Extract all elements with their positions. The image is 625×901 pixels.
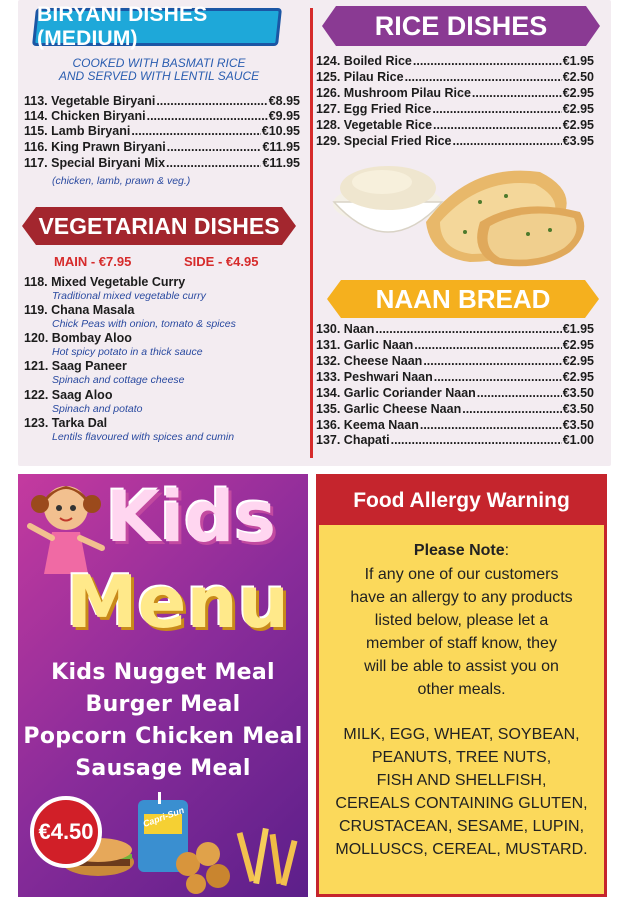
- veg-main-price: MAIN - €7.95: [54, 254, 132, 269]
- drink-brand-label: Capri-Sun: [141, 804, 186, 830]
- naan-title: NAAN BREAD: [375, 283, 551, 314]
- menu-item-132: 132. Cheese Naan ..... €2.95: [316, 354, 594, 368]
- allergy-title: Food Allergy Warning: [319, 477, 604, 525]
- allergy-message-line6: other meals.: [417, 681, 506, 698]
- allergen-line2: PEANUTS, TREE NUTS,: [371, 749, 552, 766]
- menu-item-131: 131. Garlic Naan ..... €2.95: [316, 338, 594, 352]
- kids-item-nugget: Kids Nugget Meal: [51, 660, 275, 685]
- please-note-line: Please Note:: [413, 542, 510, 559]
- kids-price-badge: €4.50: [30, 796, 102, 868]
- menu-item-122-desc: Spinach and potato: [52, 403, 143, 415]
- kids-title-word2: Menu: [66, 560, 289, 644]
- biryani-note-line1: COOKED WITH BASMATI RICE: [72, 56, 246, 70]
- menu-item-125: 125. Pilau Rice ..... €2.50: [316, 70, 594, 84]
- allergy-message-line3: listed below, please let a: [374, 612, 549, 629]
- naan-banner: [341, 280, 585, 318]
- menu-item-120-desc: Hot spicy potato in a thick sauce: [52, 346, 203, 358]
- biryani-note-line2: AND SERVED WITH LENTIL SAUCE: [58, 69, 260, 83]
- allergy-message-line4: member of staff know, they: [366, 635, 557, 652]
- menu-item-128: 128. Vegetable Rice ..... €2.95: [316, 118, 594, 132]
- vegetarian-banner: [36, 207, 282, 245]
- rice-and-naan-image: [330, 152, 592, 272]
- menu-item-130: 130. Naan ..... €1.95: [316, 322, 594, 336]
- menu-item-124: 124. Boiled Rice ..... €1.95: [316, 54, 594, 68]
- allergy-warning-panel: [316, 474, 607, 897]
- biryani-mix-note: (chicken, lamb, prawn & veg.): [52, 175, 191, 187]
- allergen-line1: MILK, EGG, WHEAT, SOYBEAN,: [343, 726, 580, 743]
- allergy-message-line5: will be able to assist you on: [364, 658, 559, 675]
- rice-title: RICE DISHES: [374, 10, 548, 41]
- menu-item-113: 113. Vegetable Biryani ..... €8.95: [24, 94, 300, 108]
- allergen-line4: CEREALS CONTAINING GLUTEN,: [335, 795, 588, 812]
- menu-item-136: 136. Keema Naan ..... €3.50: [316, 418, 594, 432]
- menu-item-123: 123. Tarka Dal: [24, 416, 108, 430]
- menu-item-129: 129. Special Fried Rice ..... €3.95: [316, 134, 594, 148]
- menu-item-119: 119. Chana Masala: [24, 303, 135, 317]
- kids-item-sausage: Sausage Meal: [75, 756, 251, 781]
- menu-item-127: 127. Egg Fried Rice ..... €2.95: [316, 102, 594, 116]
- menu-item-137: 137. Chapati ..... €1.00: [316, 433, 594, 447]
- rice-banner: [336, 6, 586, 46]
- kids-title-word1: Kids: [106, 476, 277, 558]
- biryani-banner: [32, 3, 282, 50]
- menu-item-118-desc: Traditional mixed vegetable curry: [52, 290, 206, 302]
- please-note-label: Please Note: [413, 542, 505, 559]
- vegetarian-title: VEGETARIAN DISHES: [38, 212, 280, 239]
- menu-item-121: 121. Saag Paneer: [24, 359, 127, 373]
- menu-item-115: 115. Lamb Biryani ..... €10.95: [24, 124, 300, 138]
- menu-item-120: 120. Bombay Aloo: [24, 331, 132, 345]
- menu-item-123-desc: Lentils flavoured with spices and cumin: [52, 431, 235, 443]
- menu-item-119-desc: Chick Peas with onion, tomato & spices: [52, 318, 236, 330]
- allergen-line5: CRUSTACEAN, SESAME, LUPIN,: [338, 818, 585, 835]
- biryani-title: BIRYANI DISHES (MEDIUM): [37, 3, 208, 50]
- menu-item-118: 118. Mixed Vegetable Curry: [24, 275, 186, 289]
- menu-item-133: 133. Peshwari Naan ..... €2.95: [316, 370, 594, 384]
- menu-item-117: 117. Special Biryani Mix ..... €11.95: [24, 156, 300, 170]
- veg-side-price: SIDE - €4.95: [184, 254, 259, 269]
- menu-item-126: 126. Mushroom Pilau Rice ..... €2.95: [316, 86, 594, 100]
- allergy-message-line1: If any one of our customers: [364, 566, 559, 583]
- menu-item-135: 135. Garlic Cheese Naan ..... €3.50: [316, 402, 594, 416]
- kids-menu-panel: [18, 474, 308, 897]
- column-divider: [310, 8, 313, 458]
- menu-item-134: 134. Garlic Coriander Naan ..... €3.50: [316, 386, 594, 400]
- menu-item-114: 114. Chicken Biryani ..... €9.95: [24, 109, 300, 123]
- allergen-line3: FISH AND SHELLFISH,: [376, 772, 547, 789]
- menu-item-122: 122. Saag Aloo: [24, 388, 113, 402]
- allergen-line6: MOLLUSCS, CEREAL, MUSTARD.: [335, 841, 588, 858]
- allergy-message-line2: have an allergy to any products: [350, 589, 573, 606]
- kids-item-burger: Burger Meal: [85, 692, 241, 717]
- menu-item-116: 116. King Prawn Biryani ..... €11.95: [24, 140, 300, 154]
- menu-item-121-desc: Spinach and cottage cheese: [52, 374, 185, 386]
- kids-item-popcorn: Popcorn Chicken Meal: [23, 724, 303, 749]
